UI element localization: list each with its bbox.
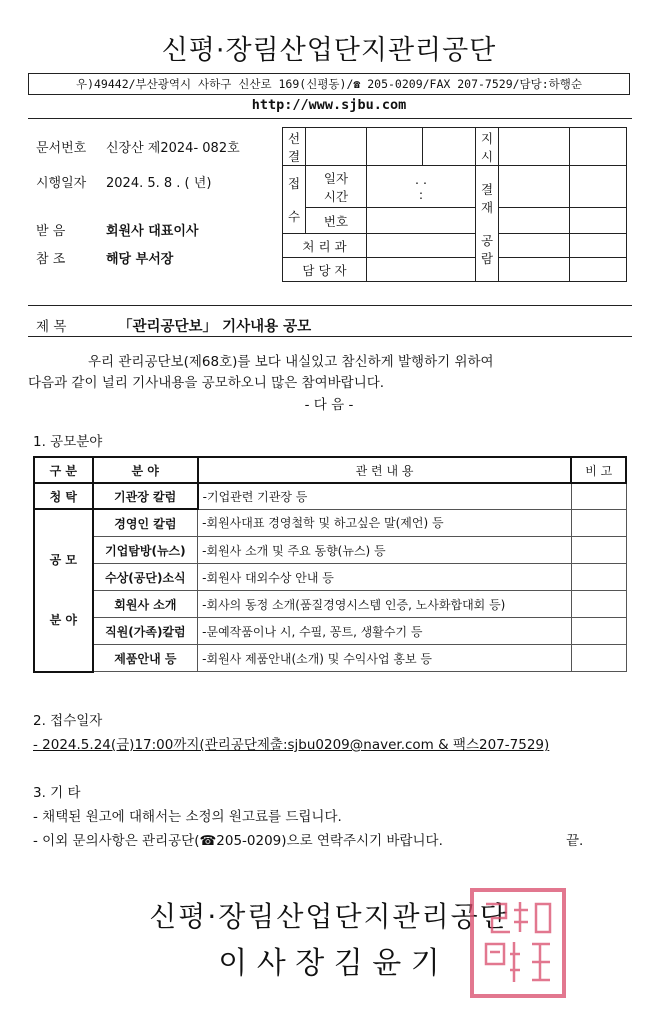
section-1-title: 1. 공모분야 (33, 434, 103, 450)
seal-pattern (474, 892, 562, 994)
jisi-cell: 지 시 (476, 128, 499, 166)
subject-row (36, 315, 311, 336)
contest-table (33, 456, 627, 673)
misc-line-1: - 채택된 원고에 대해서는 소정의 원고료를 드립니다. (33, 809, 342, 825)
address-line: 우)49442/부산광역시 사하구 신산로 169(신평동)/☎ 205-0209/FAX 207-7529/담당:하행순 (28, 73, 630, 95)
divider (28, 336, 632, 337)
group-gongmo-bunya: 공 모 분 야 (34, 509, 93, 672)
table-header-row (34, 457, 626, 483)
body-line-1: 우리 관리공단보(제68호)를 보다 내실있고 참신하게 발행하기 위하여 (88, 354, 494, 370)
ilja-sigan-label: 일자 시간 (306, 166, 367, 208)
ref-value: 해당 부서장 (106, 252, 174, 267)
body-line-2: 다음과 같이 널리 기사내용을 공모하오니 많은 참여바랍니다. (28, 375, 385, 391)
website-link[interactable]: http://www.sjbu.com (251, 97, 407, 113)
doc-no-value: 신장산 제2024- 082호 (106, 141, 240, 156)
beonho-label: 번호 (306, 208, 367, 234)
table-row: 회원사 소개 -회사의 동정 소개(품질경영시스템 인증, 노사화합대회 등) (34, 591, 626, 618)
section-3-title: 3. 기 타 (33, 785, 81, 801)
table-row: 기업탐방(뉴스) -회원사 소개 및 주요 동향(뉴스) 등 (34, 537, 626, 564)
table-row: 공 모 분 야 경영인 칼럼 -회원사대표 경영철학 및 하고싶은 말(제언) 등 (34, 509, 626, 537)
official-seal-icon (470, 888, 566, 998)
header-bunya: 분 야 (93, 457, 198, 483)
recipient (36, 220, 198, 239)
divider (28, 118, 632, 119)
issue-date (36, 172, 211, 191)
table-row: 수상(공단)소식 -회원사 대외수상 안내 등 (34, 564, 626, 591)
gyeoljae-gongram-cell: 결 재 공 람 (476, 166, 499, 282)
header-note: 비 고 (571, 457, 626, 483)
header-gubun: 구 분 (34, 457, 93, 483)
seongyeol-cell: 선 결 (283, 128, 306, 166)
cheorigwa-label: 처 리 과 (283, 234, 367, 258)
doc-number (36, 137, 240, 156)
subject-label: 제 목 (36, 319, 67, 335)
to-value: 회원사 대표이사 (106, 224, 199, 239)
divider (28, 305, 632, 306)
reference (36, 248, 173, 267)
signature-name: 이 사 장 김 윤 기 (218, 946, 440, 981)
header-content: 관 련 내 용 (198, 457, 572, 483)
section-2-title: 2. 접수일자 (33, 713, 103, 729)
doc-no-label: 문서번호 (36, 141, 87, 156)
date-label: 시행일자 (36, 176, 87, 191)
date-value: 2024. 5. 8 . ( 년) (106, 176, 212, 191)
to-label: 받 음 (36, 224, 66, 239)
deadline-line: - 2024.5.24(금)17:00까지(관리공단제출:sjbu0209@naver.com & 팩스207-7529) (33, 737, 550, 753)
damdangja-label: 담 당 자 (283, 258, 367, 282)
da-eum: - 다 음 - (304, 397, 354, 413)
table-row: 청 탁 기관장 칼럼 -기업관련 기관장 등 (34, 483, 626, 509)
misc-line-2: - 이외 문의사항은 관리공단(☎205-0209)으로 연락주시기 바랍니다. (33, 833, 443, 849)
org-title: 신평·장림산업단지관리공단 (161, 35, 497, 66)
jeopsu-cell: 접 수 (283, 166, 306, 234)
table-row: 직원(가족)칼럼 -문예작품이나 시, 수필, 꽁트, 생활수기 등 (34, 618, 626, 645)
ref-label: 참 조 (36, 252, 66, 267)
time-field: . . : (367, 166, 476, 208)
approval-table (282, 127, 627, 282)
end-mark: 끝. (566, 833, 584, 849)
subject-title: 「관리공단보」 기사내용 공모 (118, 319, 312, 335)
table-row: 제품안내 등 -회원사 제품안내(소개) 및 수익사업 홍보 등 (34, 645, 626, 672)
signature-org: 신평·장림산업단지관리공단 (149, 900, 509, 933)
